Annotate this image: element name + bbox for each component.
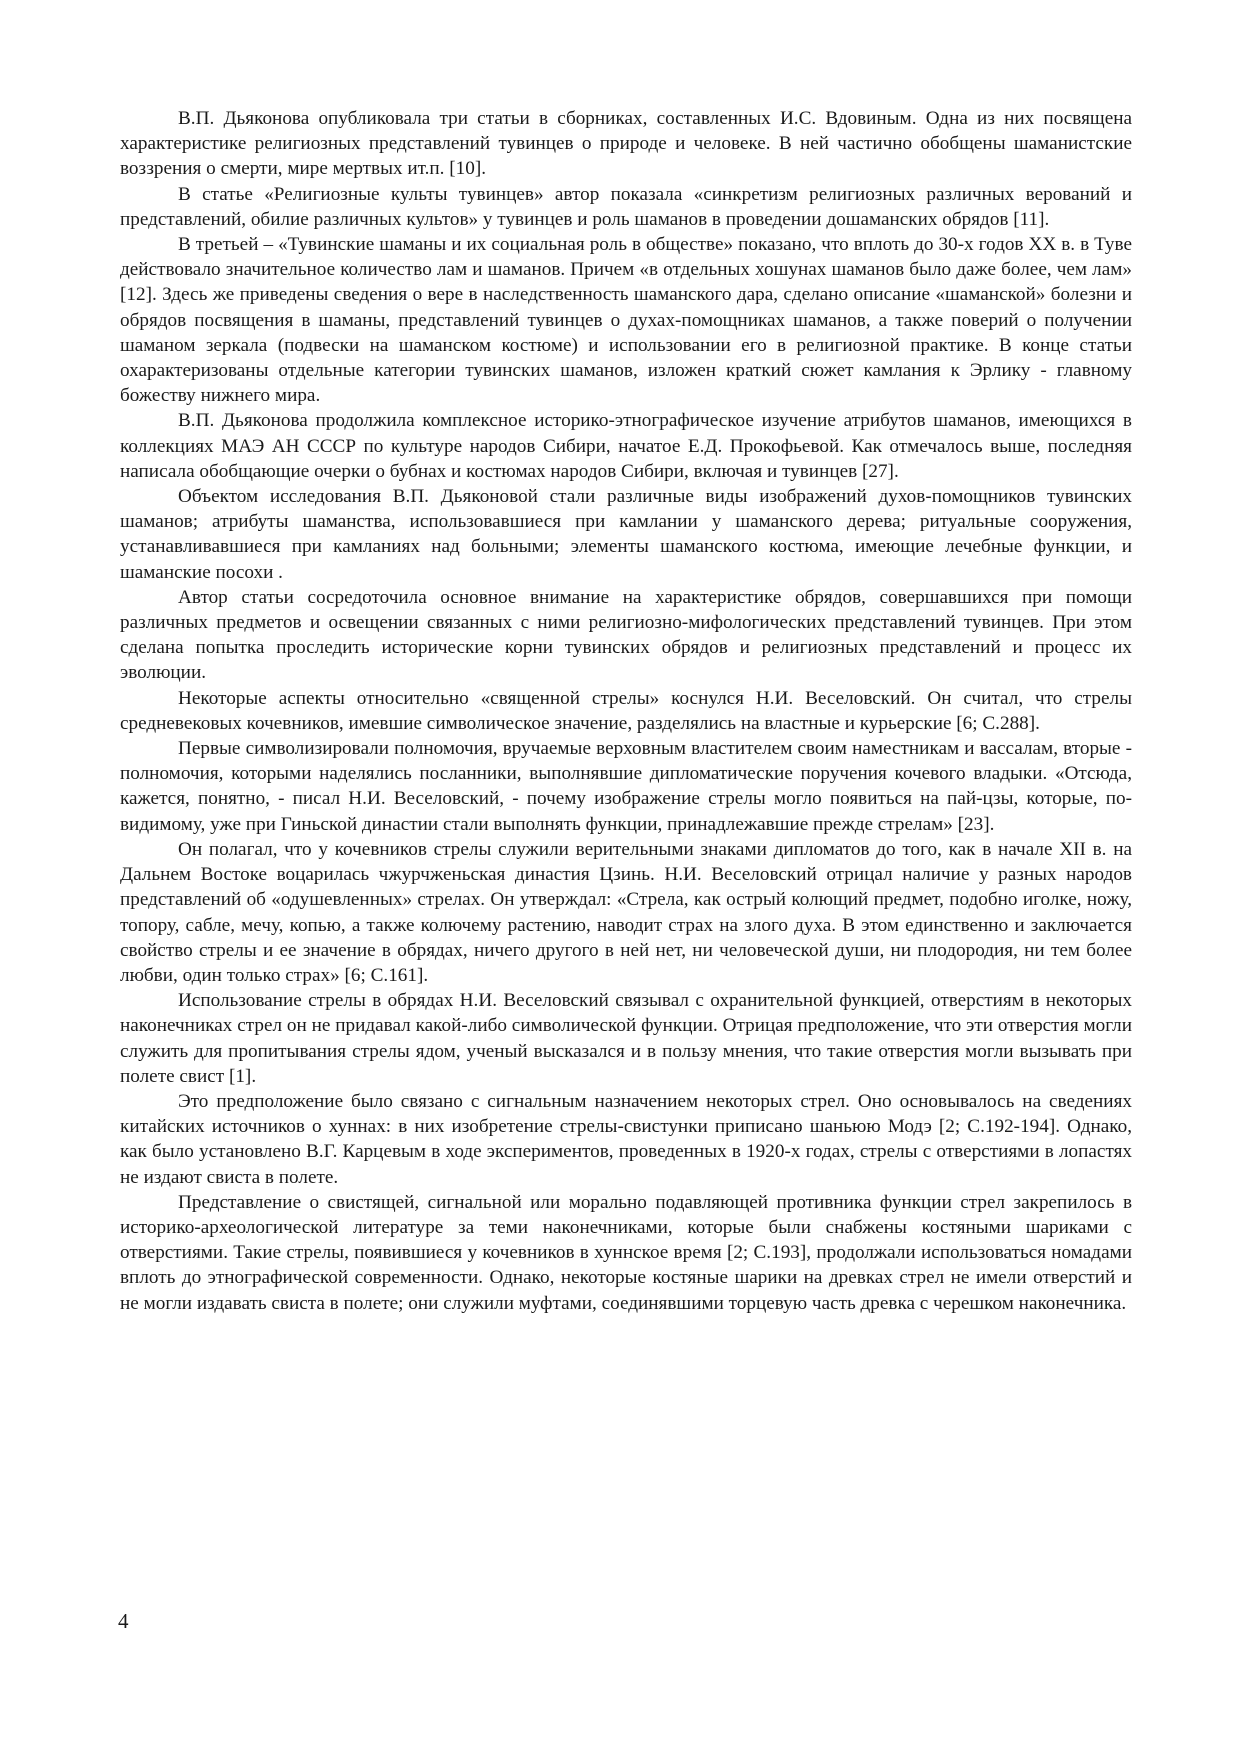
paragraph: В третьей – «Тувинские шаманы и их социальная роль в обществе» показано, что вплоть до 30-х годов XX в. в Туве действовало значительное количество лам и шаманов. Причем «в отдельных хошунах шаманов было даже более, чем лам» [12]. Здесь же приведены сведения о вере в наследственность шаманского дара, сделано описание «шаманской» болезни и обрядов посвящения в шаманы, представлений тувинцев о духах-помощниках шаманов, а также поверий о получении шаманом зеркала (подвески на шаманском костюме) и использовании его в религиозной практике. В конце статьи охарактеризованы отдельные категории тувинских шаманов, изложен краткий сюжет камлания к Эрлику - главному божеству нижнего мира.: [120, 234, 1132, 407]
paragraph: В.П. Дьяконова опубликовала три статьи в сборниках, составленных И.С. Вдовиным. Одна из них посвящена характеристике религиозных представлений тувинцев о природе и человеке. В ней частично обобщены шаманистские воззрения о смерти, мире мертвых ит.п. [10].: [120, 108, 1132, 180]
paragraph: Представление о свистящей, сигнальной или морально подавляющей противника функции стрел закрепилось в историко-археологической литературе за теми наконечниками, которые были снабжены костяными шариками с отверстиями. Такие стрелы, появившиеся у кочевников в хуннское время [2; С.193], продолжали использоваться номадами вплоть до этнографической современности. Однако, некоторые костяные шарики на древках стрел не имели отверстий и не могли издавать свиста в полете; они служили муфтами, соединявшими торцевую часть древка с черешком наконечника.: [120, 1191, 1132, 1314]
paragraph: Он полагал, что у кочевников стрелы служили верительными знаками дипломатов до того, как в начале XII в. на Дальнем Востоке воцарилась чжурчженьская династия Цзинь. Н.И. Веселовский отрицал наличие у разных народов представлений об «одушевленных» стрелах. Он утверждал: «Стрела, как острый колющий предмет, подобно иголке, ножу, топору, сабле, мечу, копью, а также колючему растению, наводит страх на злого духа. В этом единственно и заключается свойство стрелы и ее значение в обрядах, ничего другого в ней нет, ни человеческой души, ни плодородия, ни тем более любви, один только страх» [6; С.161].: [120, 838, 1132, 986]
paragraph: В статье «Религиозные культы тувинцев» автор показала «синкретизм религиозных различных верований и представлений, обилие различных культов» у тувинцев и роль шаманов в проведении дошаманских обрядов [11].: [120, 183, 1132, 230]
page-number: 4: [118, 1609, 129, 1633]
paragraph: Некоторые аспекты относительно «священной стрелы» коснулся Н.И. Веселовский. Он считал, что стрелы средневековых кочевников, имевшие символическое значение, разделялись на властные и курьерские [6; С.288].: [120, 687, 1132, 734]
paragraph: Это предположение было связано с сигнальным назначением некоторых стрел. Оно основывалось на сведениях китайских источников о хуннах: в них изобретение стрелы-свистунки приписано шаньюю Модэ [2; С.192-194]. Однако, как было установлено В.Г. Карцевым в ходе экспериментов, проведенных в 1920-х годах, стрелы с отверстиями в лопастях не издают свиста в полете.: [120, 1090, 1132, 1188]
document-body: [120, 106, 1132, 1316]
paragraph: Первые символизировали полномочия, вручаемые верховным властителем своим наместникам и вассалам, вторые - полномочия, которыми наделялись посланники, выполнявшие дипломатические поручения кочевого владыки. «Отсюда, кажется, понятно, - писал Н.И. Веселовский, - почему изображение стрелы могло появиться на пай-цзы, которые, по-видимому, уже при Гиньской династии стали выполнять функции, принадлежавшие прежде стрелам» [23].: [120, 738, 1132, 835]
paragraph: Объектом исследования В.П. Дьяконовой стали различные виды изображений духов-помощников тувинских шаманов; атрибуты шаманства, использовавшиеся при камлании у шаманского дерева; ритуальные сооружения, устанавливавшиеся при камланиях над больными; элементы шаманского костюма, имеющие лечебные функции, и шаманские посохи .: [120, 486, 1132, 583]
paragraph: В.П. Дьяконова продолжила комплексное историко-этнографическое изучение атрибутов шаманов, имеющихся в коллекциях МАЭ АН СССР по культуре народов Сибири, начатое Е.Д. Прокофьевой. Как отмечалось выше, последняя написала обобщающие очерки о бубнах и костюмах народов Сибири, включая и тувинцев [27].: [120, 410, 1132, 482]
paragraph: Автор статьи сосредоточила основное внимание на характеристике обрядов, совершавшихся при помощи различных предметов и освещении связанных с ними религиозно-мифологических представлений тувинцев. При этом сделана попытка проследить исторические корни тувинских обрядов и религиозных представлений и процесс их эволюции.: [120, 586, 1132, 684]
paragraph: Использование стрелы в обрядах Н.И. Веселовский связывал с охранительной функцией, отверстиям в некоторых наконечниках стрел он не придавал какой-либо символической функции. Отрицая предположение, что эти отверстия могли служить для пропитывания стрелы ядом, ученый высказался и в пользу мнения, что такие отверстия могли вызывать при полете свист [1].: [120, 990, 1132, 1087]
